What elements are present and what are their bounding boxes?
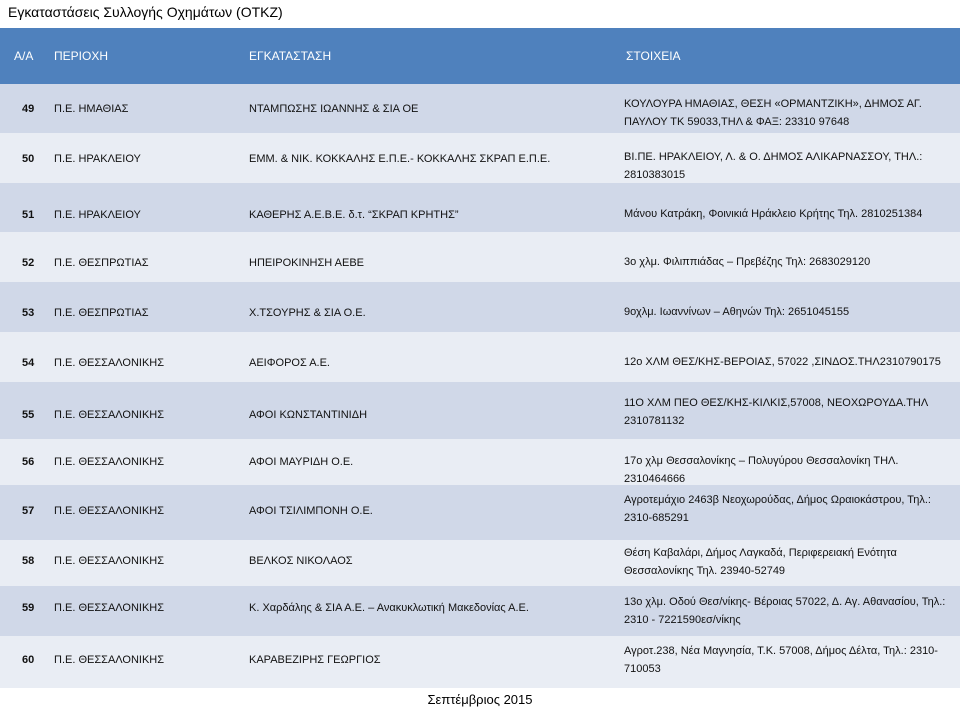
table-row <box>0 636 960 688</box>
row-region: Π.Ε. ΗΜΑΘΙΑΣ <box>54 103 129 115</box>
row-region: Π.Ε. ΘΕΣΣΑΛΟΝΙΚΗΣ <box>54 409 165 421</box>
row-installation: ΚΑΘΕΡΗΣ Α.Ε.Β.Ε. δ.τ. “ΣΚΡΑΠ ΚΡΗΤΗΣ” <box>249 209 459 221</box>
footer-date: Σεπτέμβριος 2015 <box>427 692 533 707</box>
row-info: 13ο χλμ. Οδού Θεσ/νίκης- Βέροιας 57022, Δ. Αγ. Αθανασίου, Τηλ.: 2310 - 7221590εσ/νίκης <box>624 596 946 626</box>
row-installation: ΒΕΛΚΟΣ ΝΙΚΟΛΑΟΣ <box>249 555 353 567</box>
row-installation: Χ.ΤΣΟΥΡΗΣ & ΣΙΑ Ο.Ε. <box>249 307 366 319</box>
row-info: 9οχλμ. Ιωαννίνων – Αθηνών Τηλ: 2651045155 <box>624 306 850 318</box>
table-row <box>0 485 960 540</box>
row-region: Π.Ε. ΘΕΣΣΑΛΟΝΙΚΗΣ <box>54 456 165 468</box>
row-info: 12ο ΧΛΜ ΘΕΣ/ΚΗΣ-ΒΕΡΟΙΑΣ, 57022 ,ΣΙΝΔΟΣ.ΤΗΛ2310790175 <box>624 356 941 368</box>
row-number: 56 <box>22 456 35 468</box>
row-region: Π.Ε. ΘΕΣΣΑΛΟΝΙΚΗΣ <box>54 555 165 567</box>
row-info: 3ο χλμ. Φιλιππιάδας – Πρεβέζης Τηλ: 2683029120 <box>624 256 871 268</box>
header-info: ΣΤΟΙΧΕΙΑ <box>626 49 681 63</box>
table-row <box>0 183 960 232</box>
page-title: Εγκαταστάσεις Συλλογής Οχημάτων (ΟΤΚΖ) <box>8 4 283 20</box>
row-region: Π.Ε. ΘΕΣΣΑΛΟΝΙΚΗΣ <box>54 654 165 666</box>
row-installation: ΑΦΟΙ ΚΩΝΣΤΑΝΤΙΝΙΔΗ <box>249 409 368 421</box>
table-row <box>0 382 960 439</box>
row-number: 52 <box>22 257 35 269</box>
row-number: 57 <box>22 505 35 517</box>
row-number: 49 <box>22 103 35 115</box>
row-number: 54 <box>22 357 35 369</box>
row-region: Π.Ε. ΘΕΣΠΡΩΤΙΑΣ <box>54 307 149 319</box>
table-row <box>0 586 960 636</box>
row-number: 51 <box>22 209 35 221</box>
row-number: 50 <box>22 153 35 165</box>
row-installation: Κ. Χαρδάλης & ΣΙΑ Α.Ε. – Ανακυκλωτική Μακεδονίας Α.Ε. <box>249 602 529 614</box>
row-region: Π.Ε. ΘΕΣΣΑΛΟΝΙΚΗΣ <box>54 602 165 614</box>
table-row <box>0 282 960 332</box>
header-installation: ΕΓΚΑΤΑΣΤΑΣΗ <box>249 49 332 63</box>
row-installation: ΝΤΑΜΠΩΣΗΣ ΙΩΑΝΝΗΣ & ΣΙΑ ΟΕ <box>249 103 419 115</box>
table-row <box>0 232 960 282</box>
row-info: 17ο χλμ Θεσσαλονίκης – Πολυγύρου Θεσσαλονίκη ΤΗΛ. 2310464666 <box>624 455 899 485</box>
table-header <box>0 28 960 84</box>
row-info: Αγροτεμάχιο 2463β Νεοχωρούδας, Δήμος Ωραιοκάστρου, Τηλ.: 2310-685291 <box>624 494 931 524</box>
row-number: 60 <box>22 654 35 666</box>
table-row <box>0 133 960 183</box>
row-installation: ΑΦΟΙ ΤΣΙΛΙΜΠΟΝΗ Ο.Ε. <box>249 505 373 517</box>
row-installation: ΗΠΕΙΡΟΚΙΝΗΣΗ ΑΕΒΕ <box>249 257 364 269</box>
row-region: Π.Ε. ΘΕΣΣΑΛΟΝΙΚΗΣ <box>54 357 165 369</box>
table-row <box>0 540 960 586</box>
row-info: Μάνου Κατράκη, Φοινικιά Ηράκλειο Κρήτης Τηλ. 2810251384 <box>624 208 923 220</box>
row-number: 53 <box>22 307 35 319</box>
row-installation: ΕΜΜ. & ΝΙΚ. ΚΟΚΚΑΛΗΣ Ε.Π.Ε.- ΚΟΚΚΑΛΗΣ ΣΚΡΑΠ Ε.Π.Ε. <box>249 153 551 165</box>
table-row <box>0 439 960 485</box>
row-number: 59 <box>22 602 35 614</box>
row-number: 55 <box>22 409 35 421</box>
row-region: Π.Ε. ΘΕΣΠΡΩΤΙΑΣ <box>54 257 149 269</box>
table-row <box>0 332 960 382</box>
row-info: Θέση Καβαλάρι, Δήμος Λαγκαδά, Περιφερειακή Ενότητα Θεσσαλονίκης Τηλ. 23940-52749 <box>624 547 897 577</box>
header-region: ΠΕΡΙΟΧΗ <box>54 49 109 63</box>
row-info: ΚΟΥΛΟΥΡΑ ΗΜΑΘΙΑΣ, ΘΕΣΗ «ΟΡΜΑΝΤΖΙΚΗ», ΔΗΜΟΣ ΑΓ. ΠΑΥΛΟΥ ΤΚ 59033,ΤΗΛ & ΦΑΞ: 23310 97648 <box>624 98 922 128</box>
row-info: ΒΙ.ΠΕ. ΗΡΑΚΛΕΙΟΥ, Λ. & Ο. ΔΗΜΟΣ ΑΛΙΚΑΡΝΑΣΣΟΥ, ΤΗΛ.: 2810383015 <box>624 151 923 181</box>
row-number: 58 <box>22 555 35 567</box>
row-region: Π.Ε. ΘΕΣΣΑΛΟΝΙΚΗΣ <box>54 505 165 517</box>
row-installation: ΚΑΡΑΒΕΖΙΡΗΣ ΓΕΩΡΓΙΟΣ <box>249 654 381 666</box>
row-info: 11Ο ΧΛΜ ΠΕΟ ΘΕΣ/ΚΗΣ-ΚΙΛΚΙΣ,57008, ΝΕΟΧΩΡΟΥΔΑ.ΤΗΛ 2310781132 <box>624 397 928 427</box>
header-aa: Α/Α <box>14 49 34 63</box>
row-installation: ΑΦΟΙ ΜΑΥΡΙΔΗ Ο.Ε. <box>249 456 354 468</box>
row-region: Π.Ε. ΗΡΑΚΛΕΙΟΥ <box>54 153 141 165</box>
row-region: Π.Ε. ΗΡΑΚΛΕΙΟΥ <box>54 209 141 221</box>
table-row <box>0 84 960 133</box>
row-installation: ΑΕΙΦΟΡΟΣ Α.Ε. <box>249 357 330 369</box>
row-info: Αγροτ.238, Νέα Μαγνησία, Τ.Κ. 57008, Δήμος Δέλτα, Τηλ.: 2310-710053 <box>624 645 938 675</box>
